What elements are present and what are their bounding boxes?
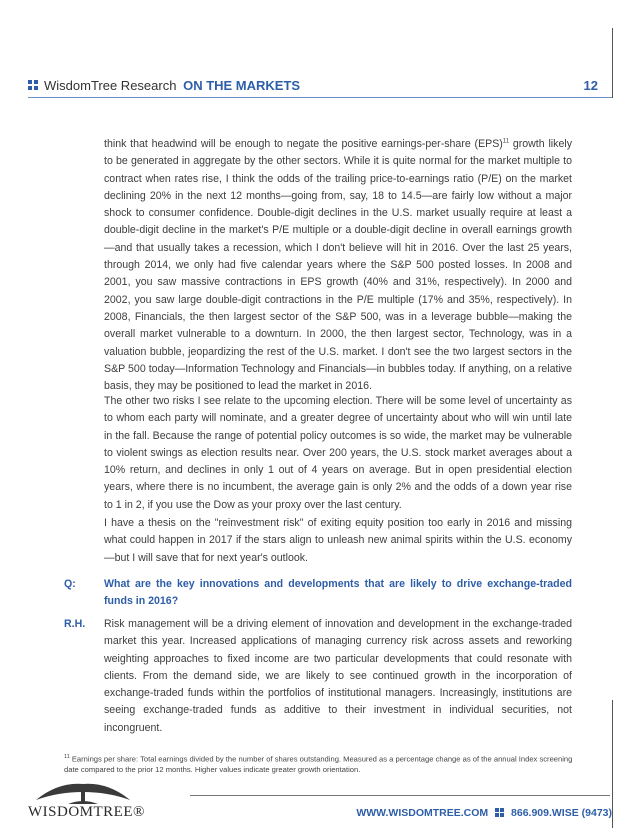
brand-name: WisdomTree Research <box>44 78 177 93</box>
right-margin-rule-bottom <box>612 700 613 828</box>
page-header <box>28 78 598 96</box>
question-tag: Q: <box>64 578 76 590</box>
body-paragraph-3: I have a thesis on the "reinvestment risk" of exiting equity position too early in 2016 and missing what could happen in 2017 if the stars align to unleash new animal spirits within the U.S. economy—but I will save that for next year's outlook. <box>104 517 572 564</box>
answer-tag: R.H. <box>64 618 86 630</box>
footnote-marker: 11 <box>64 754 70 760</box>
right-margin-rule-top <box>612 28 613 98</box>
phone-number[interactable]: 866.909.WISE (9473) <box>511 807 612 819</box>
question-text: What are the key innovations and developments that are likely to drive exchange-traded funds in 2016? <box>104 578 572 608</box>
footer-squares-icon <box>495 808 504 817</box>
para1-text-end: growth likely to be generated in aggregate by the other sectors. While it is quite normal for the market multiple to contract when rates rise, I think the odds of the trailing price-to-earnings ratio (P/E) on the market declining 20% in the next 12 months—going from, say, 18 to 14.5—are fairly low without a major shock to consumer confidence. Double-digit declines in the U.S. market usually require at least a double-digit decline in the market's P/E multiple or a double-digit decline in overall earnings growth—and that usually takes a recession, which I don't believe will hit in 2016. Over the last 25 years, through 2014, we only had five calendar years where the S&P 500 posted losses. In 2008 and 2001, you saw massive contractions in EPS growth (40% and 31%, respectively). In 2000 and 2002, you saw large double-digit contractions in the P/E multiple (17% and 35%, respectively). In 2008, Financials, the then largest sector of the S&P 500, was in a leverage bubble—making the overall market vulnerable to a downturn. In 2000, the then largest sector, Technology, was in a valuation bubble, jeopardizing the rest of the U.S. market. I don't see the two largest sectors in the S&P 500 today—Information Technology and Financials—in bubbles today. If anything, on a relative basis, they may be positioned to lead the market in 2016. <box>104 138 572 393</box>
footer-contact <box>356 807 612 819</box>
tree-icon <box>28 778 138 806</box>
wisdomtree-logo <box>28 778 145 822</box>
footnote-text: Earnings per share: Total earnings divided by the number of shares outstanding. Measured as a percentage change as of the annual Index screening date compared to the prior 12 months. Higher values indicate greater growth orientation. <box>64 754 573 774</box>
section-name: ON THE MARKETS <box>183 78 301 93</box>
brand-squares-icon <box>28 80 38 90</box>
body-paragraph-2: The other two risks I see relate to the upcoming election. There will be some level of uncertainty as to whom each party will nominate, and a greater degree of uncertainty about who will win until late in the fall. Because the range of potential policy outcomes is so wide, the market may be vulnerable to violent swings as election results near. Over 200 years, the U.S. stock market averages about a 10% return, and declines in only 1 out of 4 years on average. But in open presidential election years, where there is no incumbent, the average gain is only 2% and the odds of a down year rise to 1 in 2, if you use the Dow as your proxy over the last century. <box>104 395 572 511</box>
page-number: 12 <box>583 78 598 93</box>
footnote <box>64 752 574 775</box>
para1-text-start: think that headwind will be enough to negate the positive earnings-per-share (EPS) <box>104 138 503 150</box>
website-link[interactable]: WWW.WISDOMTREE.COM <box>356 807 489 819</box>
answer-text: Risk management will be a driving element of innovation and development in the exchange-traded market this year. Increased applications of managing currency risk across assets and reworking weighting approaches to fixed income are two particular developments that could resonate with clients. From the demand side, we are likely to see continued growth in the incorporation of exchange-traded funds within the portfolios of institutional managers. Increasingly, institutions are seeing exchange-traded funds as additive to their investment in individual securities, not incongruent. <box>104 618 572 734</box>
footnote-reference[interactable]: 11 <box>502 138 510 145</box>
header-divider <box>28 97 612 98</box>
footer-divider <box>190 795 610 796</box>
logo-wordmark: WISDOMTREE® <box>28 804 145 820</box>
header-title <box>44 78 300 93</box>
body-paragraph-1 <box>104 136 572 395</box>
